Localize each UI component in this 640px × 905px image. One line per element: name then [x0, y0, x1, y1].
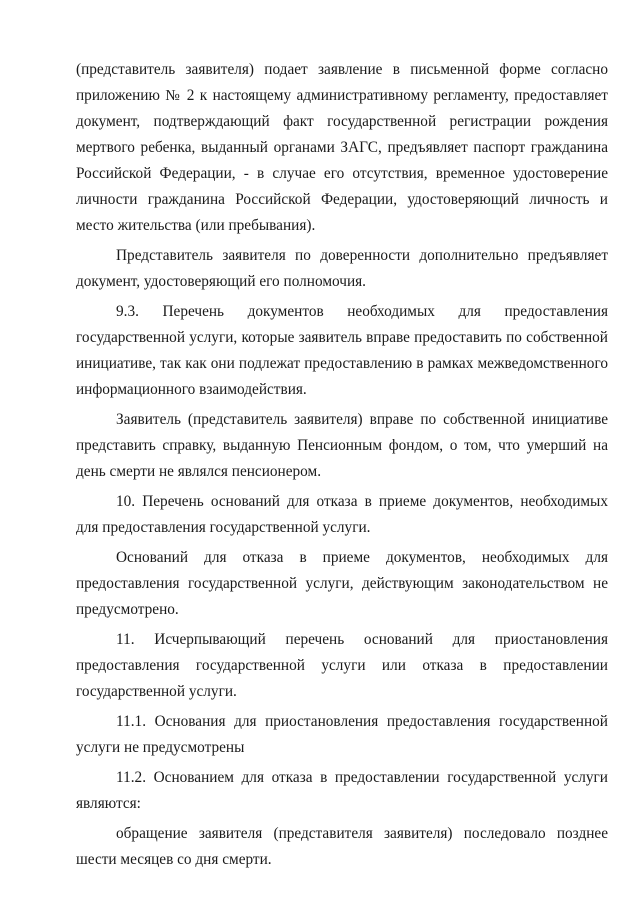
paragraph-section-10: 10. Перечень оснований для отказа в приеме документов, необходимых для предоставления государственной услуги. [76, 493, 608, 536]
paragraph-continuation: (представитель заявителя) подает заявление в письменной форме согласно приложению № 2 к настоящему административному регламенту, предоставляет документ, подтверждающий факт государственной регистрации рождения мертвого ребенка, выданный органами ЗАГС, предъявляет паспорт гражданина Российской Федерации, - в случае его отсутствия, временное удостоверение личности гражданина Российской Федерации, удостоверяющий личность и место жительства (или пребывания). [76, 61, 608, 234]
paragraph-refusal-ground: обращение заявителя (представителя заявителя) последовало позднее шести месяцев со дня смерти. [76, 825, 608, 868]
paragraph-power-of-attorney: Представитель заявителя по доверенности дополнительно предъявляет документ, удостоверяющий его полномочия. [76, 247, 608, 290]
document-body [76, 57, 608, 877]
paragraph-no-grounds-refusal: Оснований для отказа в приеме документов, необходимых для предоставления государственной услуги, действующим законодательством не предусмотрено. [76, 549, 608, 618]
paragraph-section-11: 11. Исчерпывающий перечень оснований для приостановления предоставления государственной услуги или отказа в предоставлении государственной услуги. [76, 631, 608, 700]
paragraph-pension-certificate: Заявитель (представитель заявителя) вправе по собственной инициативе представить справку, выданную Пенсионным фондом, о том, что умерший на день смерти не являлся пенсионером. [76, 411, 608, 480]
paragraph-section-11-1: 11.1. Основания для приостановления предоставления государственной услуги не предусмотрены [76, 713, 608, 756]
paragraph-section-9-3: 9.3. Перечень документов необходимых для предоставления государственной услуги, которые заявитель вправе предоставить по собственной инициативе, так как они подлежат предоставлению в рамках межведомственного информационного взаимодействия. [76, 303, 608, 398]
paragraph-section-11-2: 11.2. Основанием для отказа в предоставлении государственной услуги являются: [76, 769, 608, 812]
